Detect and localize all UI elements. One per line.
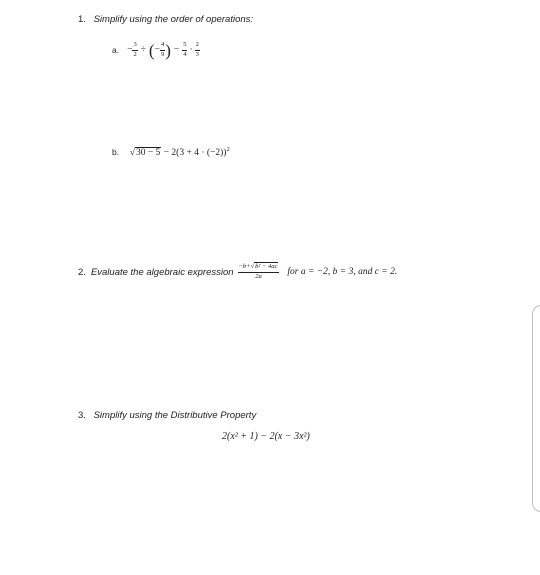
- numerator-prefix: −b+: [238, 263, 251, 270]
- exponent: 2: [226, 146, 230, 153]
- question-1b: [112, 146, 230, 158]
- condition-text: for a = −2, b = 3, and c = 2.: [287, 267, 398, 277]
- radical-sign: √: [129, 148, 135, 159]
- fraction: [132, 42, 137, 58]
- question-3: [78, 410, 256, 421]
- question-number: 1.: [78, 14, 86, 25]
- question-number: 2.: [78, 266, 86, 278]
- fraction-denominator: 4: [183, 50, 187, 58]
- math-operator: −: [154, 45, 160, 55]
- fraction-numerator: 5: [183, 41, 187, 48]
- expression-rest: − 2(3 + 4 · (−2)): [161, 148, 227, 159]
- fraction-denominator: 2a: [255, 272, 262, 280]
- part-label: a.: [112, 45, 120, 55]
- quadratic-fraction: [238, 264, 280, 280]
- question-1: [78, 14, 253, 25]
- math-operator: −: [127, 45, 133, 55]
- fraction: [182, 42, 187, 58]
- question-text: Evaluate the algebraic expression: [90, 266, 234, 278]
- math-operator: −: [173, 45, 180, 55]
- part-label: b.: [112, 147, 120, 158]
- distributive-expression: 2(x² + 1) − 2(x − 3x²): [222, 431, 310, 442]
- question-number: 3.: [78, 410, 86, 421]
- fraction-numerator: 2: [195, 41, 199, 48]
- fraction-denominator: 9: [160, 50, 165, 58]
- fraction-numerator: 3: [133, 41, 137, 48]
- right-paren: ): [165, 40, 171, 60]
- fraction-numerator: −b+√b² − 4ac: [238, 263, 278, 270]
- question-text: Simplify using the order of operations:: [93, 14, 254, 25]
- fraction: [195, 42, 200, 58]
- fraction-denominator: 2: [133, 50, 137, 58]
- left-paren: (: [148, 40, 155, 60]
- numerator-radicand: b² − 4ac: [255, 263, 278, 270]
- question-2: [78, 260, 397, 284]
- side-panel-edge: [532, 305, 540, 512]
- math-operator: ÷: [140, 45, 146, 55]
- question-text: Simplify using the Distributive Property: [93, 410, 257, 421]
- fraction-numerator: 4: [160, 41, 165, 48]
- question-1a: [112, 37, 200, 63]
- radicand: 30 − 5: [135, 148, 161, 159]
- math-operator: ·: [189, 45, 193, 55]
- fraction-denominator: 3: [195, 50, 199, 58]
